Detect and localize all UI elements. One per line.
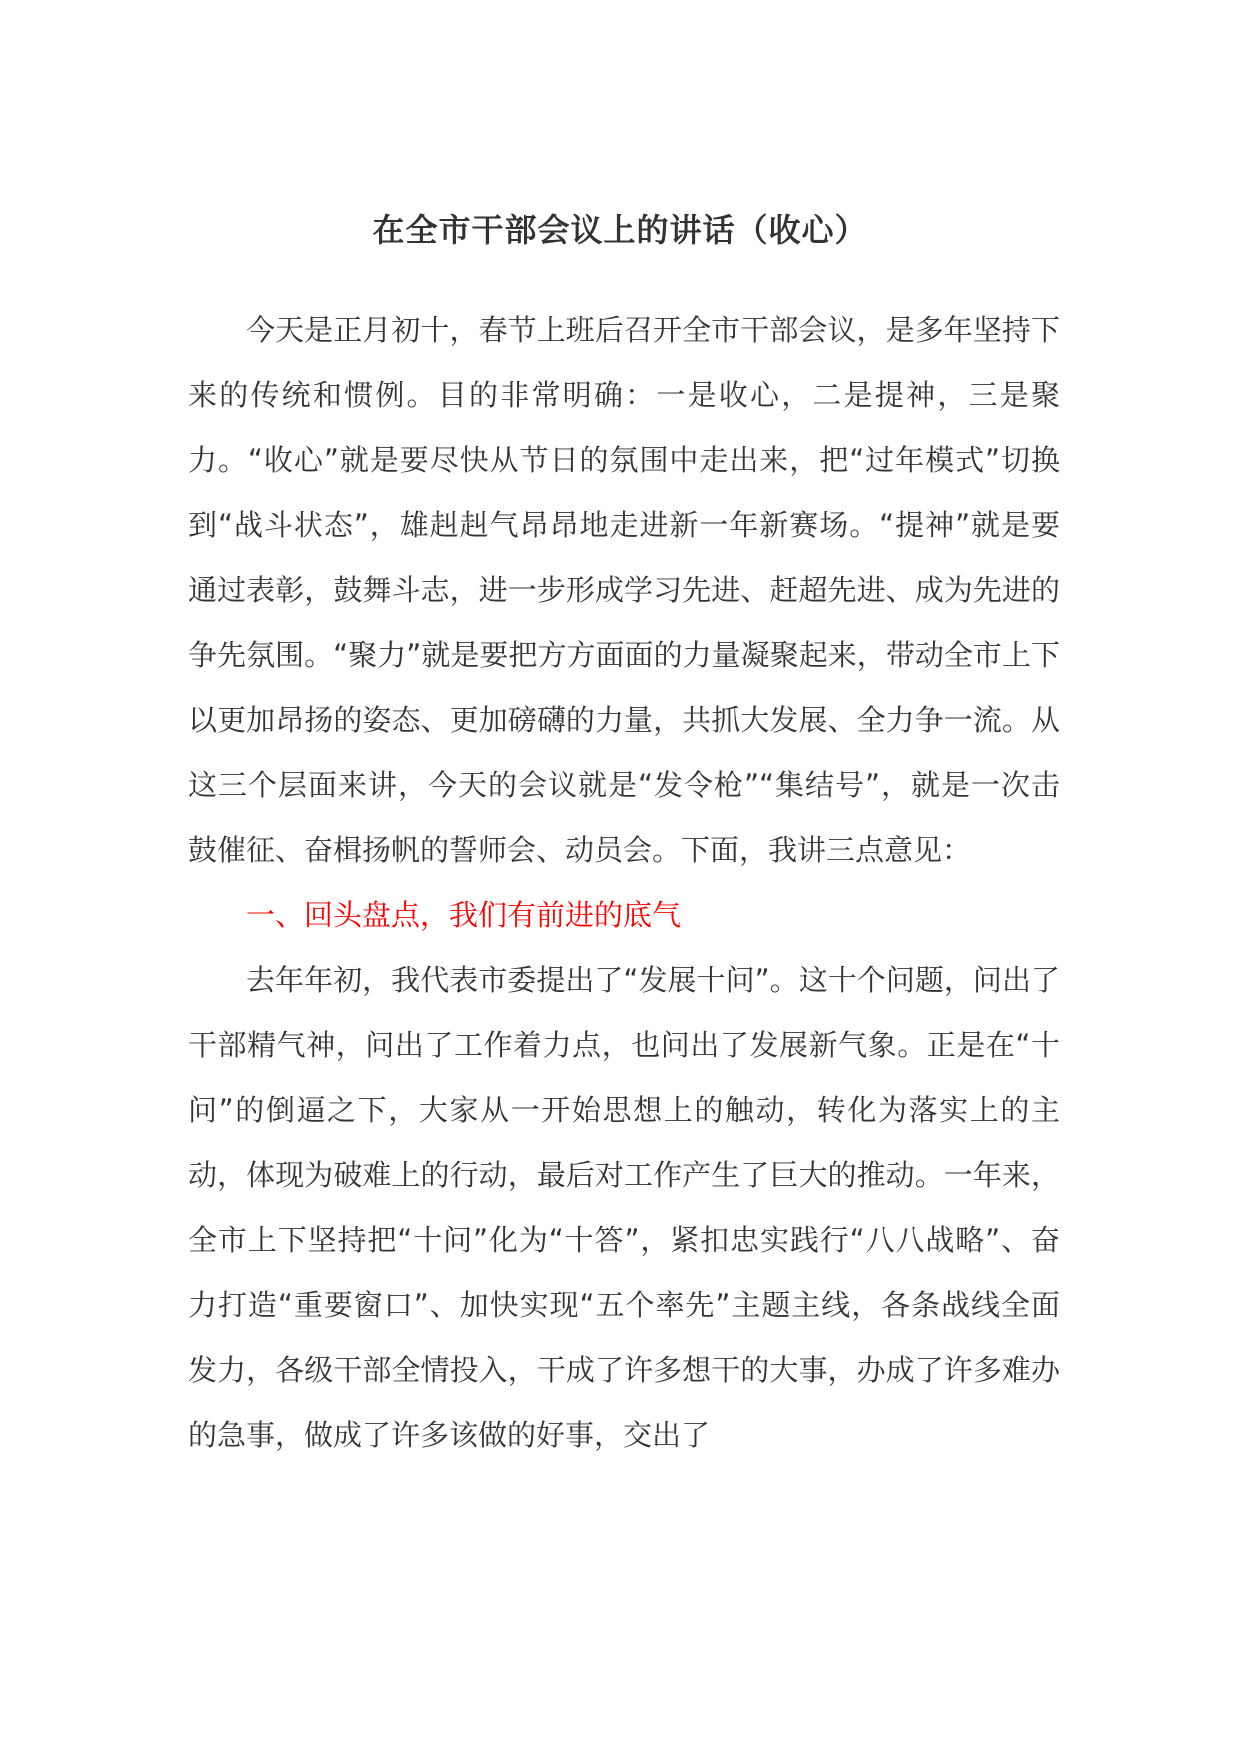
section-1-paragraph: 去年年初，我代表市委提出了“发展十问”。这十个问题，问出了干部精气神，问出了工作着力点，也问出了发展新气象。正是在“十问”的倒逼之下，大家从一开始思想上的触动，转化为落实上的主动，体现为破难上的行动，最后对工作产生了巨大的推动。一年来，全市上下坚持把“十问”化为“十答”，紧扣忠实践行“八八战略”、奋力打造“重要窗口”、加快实现“五个率先”主题主线，各条战线全面发力，各级干部全情投入，干成了许多想干的大事，办成了许多难办的急事，做成了许多该做的好事，交出了 [188,963,1060,1452]
intro-paragraph: 今天是正月初十，春节上班后召开全市干部会议，是多年坚持下来的传统和惯例。目的非常明确：一是收心，二是提神，三是聚力。“收心”就是要尽快从节日的氛围中走出来，把“过年模式”切换到“战斗状态”，雄赳赳气昂昂地走进新一年新赛场。“提神”就是要通过表彰，鼓舞斗志，进一步形成学习先进、赶超先进、成为先进的争先氛围。“聚力”就是要把方方面面的力量凝聚起来，带动全市上下以更加昂扬的姿态、更加磅礴的力量，共抓大发展、全力争一流。从这三个层面来讲，今天的会议就是“发令枪”“集结号”，就是一次击鼓催征、奋楫扬帆的誓师会、动员会。下面，我讲三点意见： [188,313,1060,867]
document-title: 在全市干部会议上的讲话（收心） [372,211,868,249]
document-body [188,298,1060,1468]
section-heading-1: 一、回头盘点，我们有前进的底气 [246,898,682,932]
